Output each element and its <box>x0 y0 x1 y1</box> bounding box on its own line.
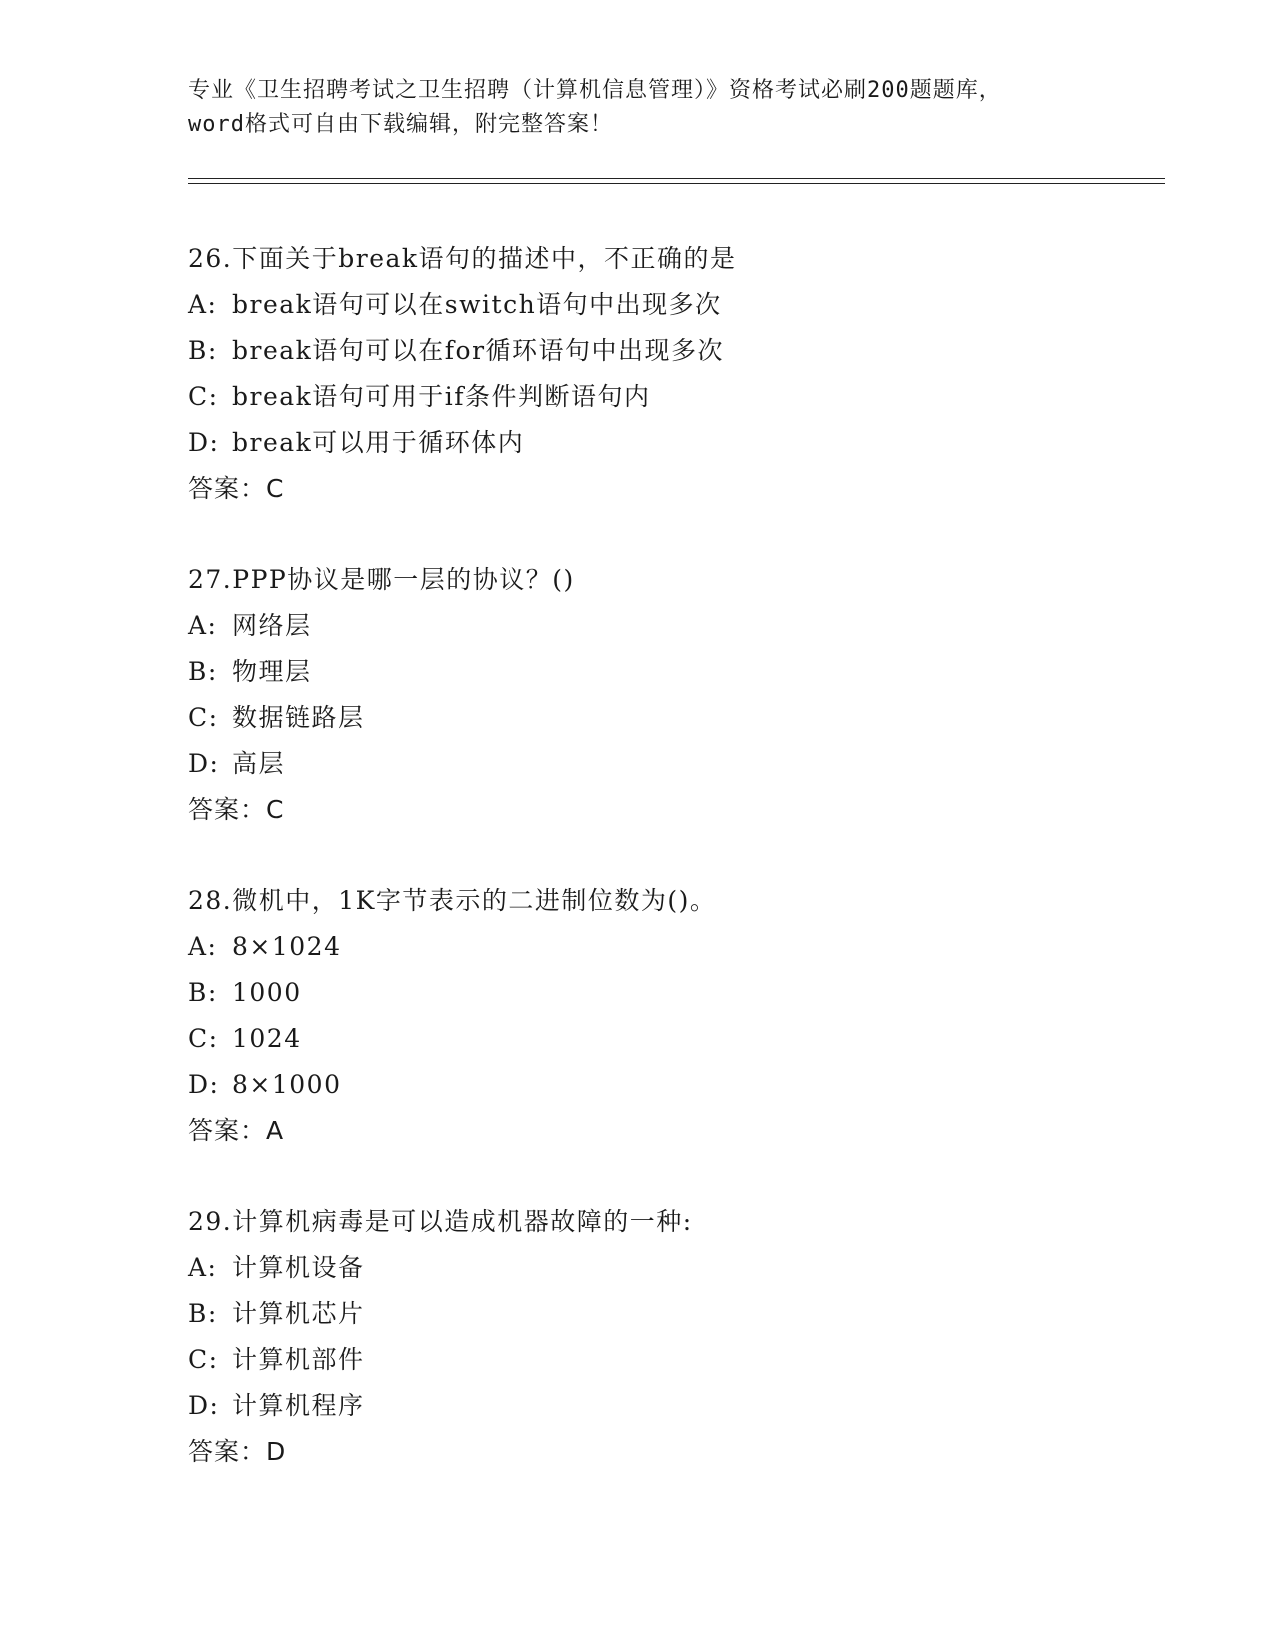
header-divider-bottom <box>188 183 1165 184</box>
header-title-line-2: word格式可自由下载编辑，附完整答案！ <box>188 112 613 137</box>
option-b <box>188 1291 1148 1337</box>
option-text: 8×1000 <box>232 1070 342 1099</box>
question-stem: 29.计算机病毒是可以造成机器故障的一种: <box>188 1207 693 1236</box>
option-letter: C: <box>188 382 219 411</box>
option-a <box>188 1245 1148 1291</box>
option-letter: A: <box>188 290 218 319</box>
option-text: 网络层 <box>232 611 312 640</box>
option-letter: D: <box>188 1070 220 1099</box>
option-text: 高层 <box>232 749 286 778</box>
option-letter: D: <box>188 428 220 457</box>
option-c <box>188 1337 1148 1383</box>
header-divider-top <box>188 178 1165 179</box>
option-letter: A: <box>188 932 218 961</box>
question-26 <box>188 236 1148 512</box>
option-letter: B: <box>188 657 218 686</box>
option-d <box>188 420 1148 466</box>
header-title-line-1: 专业《卫生招聘考试之卫生招聘（计算机信息管理）》资格考试必刷200题题库， <box>188 78 1002 103</box>
option-letter: B: <box>188 1299 218 1328</box>
option-text: 计算机程序 <box>232 1391 365 1420</box>
option-text: 物理层 <box>232 657 312 686</box>
option-text: 1000 <box>232 978 302 1007</box>
option-text: 8×1024 <box>232 932 342 961</box>
option-d <box>188 741 1148 787</box>
option-letter: D: <box>188 749 220 778</box>
option-letter: A: <box>188 1253 218 1282</box>
option-text: break语句可以在for循环语句中出现多次 <box>232 336 725 365</box>
option-text: 计算机芯片 <box>232 1299 365 1328</box>
option-text: 计算机部件 <box>232 1345 365 1374</box>
question-stem: 26.下面关于break语句的描述中，不正确的是 <box>188 244 737 273</box>
answer-line: 答案：A <box>188 1116 285 1145</box>
question-28 <box>188 878 1148 1154</box>
option-a <box>188 282 1148 328</box>
document-header <box>188 74 1108 142</box>
option-letter: C: <box>188 703 219 732</box>
option-letter: B: <box>188 978 218 1007</box>
option-text: break语句可用于if条件判断语句内 <box>232 382 651 411</box>
option-c <box>188 695 1148 741</box>
answer-line: 答案：C <box>188 474 285 503</box>
option-text: break语句可以在switch语句中出现多次 <box>232 290 722 319</box>
option-b <box>188 328 1148 374</box>
option-letter: A: <box>188 611 218 640</box>
option-letter: D: <box>188 1391 220 1420</box>
option-a <box>188 924 1148 970</box>
option-letter: C: <box>188 1345 219 1374</box>
option-d <box>188 1062 1148 1108</box>
option-c <box>188 374 1148 420</box>
answer-line: 答案：D <box>188 1437 287 1466</box>
question-stem: 27.PPP协议是哪一层的协议？() <box>188 565 575 594</box>
option-text: 1024 <box>232 1024 302 1053</box>
option-text: 数据链路层 <box>232 703 365 732</box>
option-letter: B: <box>188 336 218 365</box>
question-stem: 28.微机中，1K字节表示的二进制位数为()。 <box>188 886 717 915</box>
option-b <box>188 649 1148 695</box>
option-a <box>188 603 1148 649</box>
answer-line: 答案：C <box>188 795 285 824</box>
question-27 <box>188 557 1148 833</box>
option-c <box>188 1016 1148 1062</box>
option-b <box>188 970 1148 1016</box>
option-text: 计算机设备 <box>232 1253 365 1282</box>
option-letter: C: <box>188 1024 219 1053</box>
option-d <box>188 1383 1148 1429</box>
question-29 <box>188 1199 1148 1475</box>
option-text: break可以用于循环体内 <box>232 428 525 457</box>
